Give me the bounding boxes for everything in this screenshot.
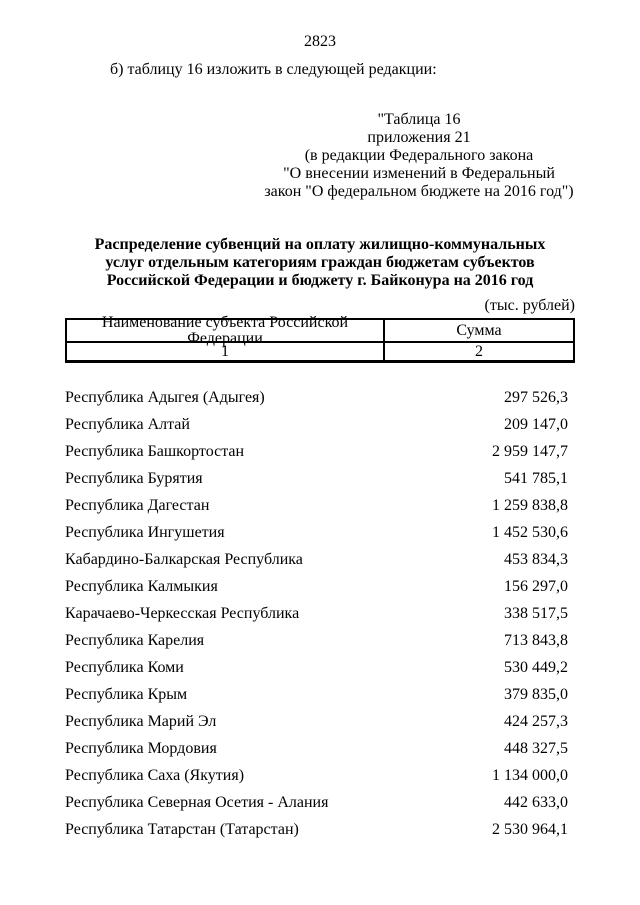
units-note: (тыс. рублей) — [484, 297, 575, 314]
region-name: Республика Марий Эл — [65, 712, 217, 730]
region-amount: 338 517,5 — [504, 604, 568, 622]
annex-line: "О внесении изменений в Федеральный — [283, 165, 555, 182]
data-rows — [65, 384, 568, 843]
region-amount: 2 530 964,1 — [492, 820, 568, 838]
annex-line: приложения 21 — [367, 129, 471, 146]
region-amount: 541 785,1 — [504, 469, 568, 487]
region-name: Республика Татарстан (Татарстан) — [65, 820, 299, 838]
region-name: Республика Саха (Якутия) — [65, 766, 245, 784]
table-title — [85, 236, 555, 290]
annex-line: закон "О федеральном бюджете на 2016 год") — [264, 183, 574, 200]
page-number: 2823 — [304, 33, 336, 50]
region-name: Республика Калмыкия — [65, 577, 218, 595]
region-name: Республика Ингушетия — [65, 523, 225, 541]
region-amount: 1 259 838,8 — [492, 496, 568, 514]
region-name: Кабардино-Балкарская Республика — [65, 550, 303, 568]
region-name: Республика Карелия — [65, 631, 205, 649]
region-amount: 2 959 147,7 — [492, 442, 568, 460]
column-header-region: Наименование субъекта Российской Федерации — [67, 320, 385, 341]
table-title-line: Распределение субвенций на оплату жилищно-коммунальных — [94, 236, 546, 253]
region-amount: 1 134 000,0 — [492, 766, 568, 784]
region-name: Карачаево-Черкесская Республика — [65, 604, 300, 622]
region-name: Республика Мордовия — [65, 739, 217, 757]
table-title-line: услуг отдельным категориям граждан бюджетам субъектов — [105, 254, 535, 271]
table-title-line: Российской Федерации и бюджету г. Байконура на 2016 год — [106, 272, 534, 289]
column-header-amount: Сумма — [456, 321, 502, 339]
table-row — [65, 546, 568, 573]
region-amount: 424 257,3 — [504, 712, 568, 730]
annex-reference-block — [260, 111, 578, 201]
amendment-intro-text: б) таблицу 16 изложить в следующей редакции: — [110, 61, 437, 78]
table-row — [65, 681, 568, 708]
table-header-box — [65, 313, 575, 363]
table-row — [65, 438, 568, 465]
region-amount: 713 843,8 — [504, 631, 568, 649]
table-row — [65, 735, 568, 762]
table-row — [65, 816, 568, 843]
region-amount: 379 835,0 — [504, 685, 568, 703]
region-amount: 442 633,0 — [504, 793, 568, 811]
table-row — [65, 492, 568, 519]
table-row — [65, 708, 568, 735]
annex-line: (в редакции Федерального закона — [304, 147, 534, 164]
table-row — [65, 762, 568, 789]
column-index-2: 2 — [475, 342, 483, 360]
table-row — [65, 654, 568, 681]
table-row — [65, 519, 568, 546]
annex-line: "Таблица 16 — [377, 111, 461, 128]
region-name: Республика Коми — [65, 658, 184, 676]
table-row — [65, 465, 568, 492]
region-amount: 156 297,0 — [504, 577, 568, 595]
region-amount: 448 327,5 — [504, 739, 568, 757]
region-amount: 1 452 530,6 — [492, 523, 568, 541]
table-row — [65, 411, 568, 438]
region-name: Республика Башкортостан — [65, 442, 245, 460]
region-name: Республика Северная Осетия - Алания — [65, 793, 329, 811]
region-name: Республика Крым — [65, 685, 188, 703]
table-header-row — [67, 313, 573, 347]
region-name: Республика Алтай — [65, 415, 190, 433]
table-row — [65, 573, 568, 600]
region-amount: 209 147,0 — [504, 415, 568, 433]
column-index-row — [67, 343, 573, 360]
table-row — [65, 600, 568, 627]
table-row — [65, 789, 568, 816]
region-amount: 297 526,3 — [504, 388, 568, 406]
region-amount: 453 834,3 — [504, 550, 568, 568]
region-name: Республика Адыгея (Адыгея) — [65, 388, 265, 406]
table-row — [65, 384, 568, 411]
table-row — [65, 627, 568, 654]
column-index-1: 1 — [67, 343, 385, 360]
region-name: Республика Дагестан — [65, 496, 210, 514]
region-amount: 530 449,2 — [504, 658, 568, 676]
region-name: Республика Бурятия — [65, 469, 203, 487]
